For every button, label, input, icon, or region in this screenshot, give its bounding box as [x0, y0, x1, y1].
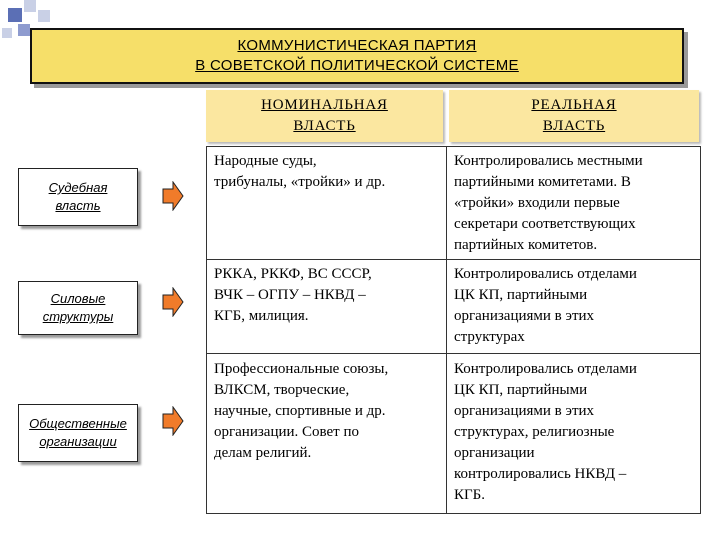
category-line: организации	[39, 434, 117, 449]
cell-line: секретари соответствующих	[454, 216, 636, 232]
header-real-power	[449, 90, 699, 142]
cell-line: структурах, религиозные	[454, 424, 615, 440]
cell-line: контролировались НКВД –	[454, 466, 627, 482]
category-line: структуры	[42, 309, 114, 324]
header-real-line-2: ВЛАСТЬ	[542, 118, 606, 134]
title-line-1: КОММУНИСТИЧЕСКАЯ ПАРТИЯ	[237, 37, 477, 54]
cell-line: ВЧК – ОГПУ – НКВД –	[214, 287, 366, 303]
category-judicial-power	[18, 168, 138, 226]
cell-line: организации	[454, 445, 535, 461]
cell-line: партийных комитетов.	[454, 237, 598, 253]
category-line: Силовые	[50, 291, 106, 306]
cell-line: Контролировались отделами	[454, 266, 637, 282]
table-border-right	[700, 146, 701, 514]
category-line: Судебная	[48, 180, 108, 195]
decor-square	[8, 8, 22, 22]
cell-line: Народные суды,	[214, 153, 317, 169]
table-border-top	[206, 146, 700, 147]
cell-line: научные, спортивные и др.	[214, 403, 386, 419]
cell-line: Контролировались отделами	[454, 361, 637, 377]
nominal-cell	[214, 151, 444, 193]
real-cell	[454, 359, 698, 506]
category-public-organizations	[18, 404, 138, 462]
cell-line: структурах	[454, 329, 525, 345]
nominal-cell	[214, 264, 444, 327]
cell-line: трибуналы, «тройки» и др.	[214, 174, 386, 190]
decor-square	[18, 24, 30, 36]
decor-square	[2, 28, 12, 38]
cell-line: Контролировались местными	[454, 153, 643, 169]
table-border-bottom	[206, 513, 700, 514]
table-column-divider	[446, 146, 447, 514]
table-row-divider	[206, 353, 700, 354]
category-line: Общественные	[29, 416, 127, 431]
table-border-left	[206, 146, 207, 514]
real-cell	[454, 264, 698, 348]
cell-line: КГБ.	[454, 487, 486, 503]
cell-line: партийными комитетами. В	[454, 174, 631, 190]
cell-line: делам религий.	[214, 445, 312, 461]
header-nominal-line-1: НОМИНАЛЬНАЯ	[261, 97, 388, 113]
arrow-right-icon	[162, 406, 184, 436]
cell-line: ЦК КП, партийными	[454, 382, 588, 398]
header-real-line-1: РЕАЛЬНАЯ	[531, 97, 617, 113]
arrow-right-icon	[162, 181, 184, 211]
cell-line: организациями в этих	[454, 403, 595, 419]
title-banner	[30, 28, 684, 84]
cell-line: организациями в этих	[454, 308, 595, 324]
category-line: власть	[55, 198, 101, 213]
title-line-2: В СОВЕТСКОЙ ПОЛИТИЧЕСКОЙ СИСТЕМЕ	[195, 57, 519, 74]
real-cell	[454, 151, 698, 256]
nominal-cell	[214, 359, 444, 464]
decor-square	[24, 0, 36, 12]
cell-line: РККА, РККФ, ВС СССР,	[214, 266, 372, 282]
cell-line: Профессиональные союзы,	[214, 361, 389, 377]
table-row-divider	[206, 259, 700, 260]
cell-line: ВЛКСМ, творческие,	[214, 382, 350, 398]
cell-line: ЦК КП, партийными	[454, 287, 588, 303]
decor-square	[38, 10, 50, 22]
cell-line: организации. Совет по	[214, 424, 360, 440]
category-security-structures	[18, 281, 138, 335]
header-nominal-line-2: ВЛАСТЬ	[293, 118, 356, 134]
cell-line: КГБ, милиция.	[214, 308, 309, 324]
header-nominal-power	[206, 90, 443, 142]
arrow-right-icon	[162, 287, 184, 317]
cell-line: «тройки» входили первые	[454, 195, 620, 211]
